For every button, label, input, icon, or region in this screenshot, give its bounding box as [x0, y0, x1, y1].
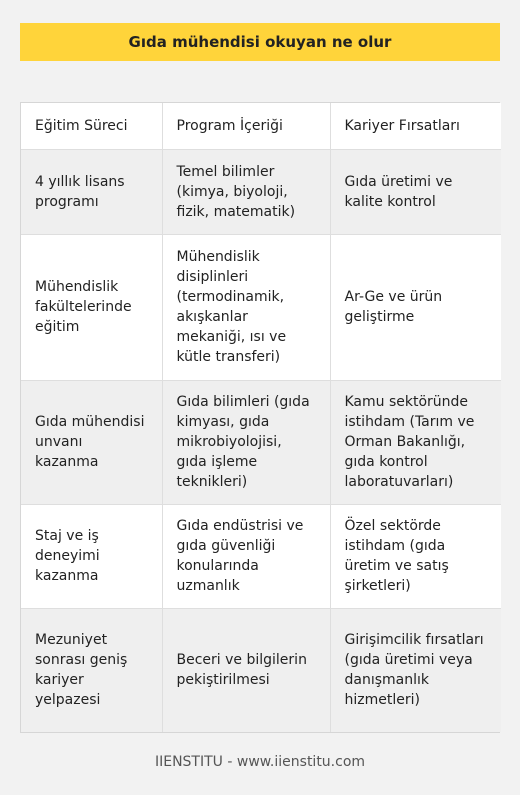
table-cell: Ar-Ge ve ürün geliştirme [330, 234, 501, 380]
column-header-education: Eğitim Süreci [21, 103, 162, 149]
table-cell: Beceri ve bilgilerin pekiştirilmesi [162, 608, 330, 732]
info-table-grid [21, 103, 501, 732]
table-cell: 4 yıllık lisans programı [21, 149, 162, 234]
table-cell: Staj ve iş deneyimi kazanma [21, 504, 162, 608]
table-cell: Girişimcilik fırsatları (gıda üretimi veya danışmanlık hizmetleri) [330, 608, 501, 732]
table-cell: Gıda mühendisi unvanı kazanma [21, 380, 162, 504]
column-header-program: Program İçeriği [162, 103, 330, 149]
footer-credit: IIENSTITU - www.iienstitu.com [154, 754, 366, 770]
table-row [21, 380, 501, 504]
table-cell: Mühendislik fakültelerinde eğitim [21, 234, 162, 380]
table-cell: Gıda üretimi ve kalite kontrol [330, 149, 501, 234]
table-row [21, 149, 501, 234]
page-title: Gıda mühendisi okuyan ne olur [20, 23, 500, 61]
info-table [20, 102, 500, 733]
table-row [21, 608, 501, 732]
table-cell: Gıda bilimleri (gıda kimyası, gıda mikrobiyolojisi, gıda işleme teknikleri) [162, 380, 330, 504]
table-cell: Özel sektörde istihdam (gıda üretim ve satış şirketleri) [330, 504, 501, 608]
table-row [21, 234, 501, 380]
table-cell: Gıda endüstrisi ve gıda güvenliği konularında uzmanlık [162, 504, 330, 608]
table-cell: Mezuniyet sonrası geniş kariyer yelpazesi [21, 608, 162, 732]
table-header-row [21, 103, 501, 149]
table-cell: Kamu sektöründe istihdam (Tarım ve Orman Bakanlığı, gıda kontrol laboratuvarları) [330, 380, 501, 504]
table-cell: Mühendislik disiplinleri (termodinamik, akışkanlar mekaniği, ısı ve kütle transferi) [162, 234, 330, 380]
table-cell: Temel bilimler (kimya, biyoloji, fizik, matematik) [162, 149, 330, 234]
column-header-career: Kariyer Fırsatları [330, 103, 501, 149]
table-row [21, 504, 501, 608]
